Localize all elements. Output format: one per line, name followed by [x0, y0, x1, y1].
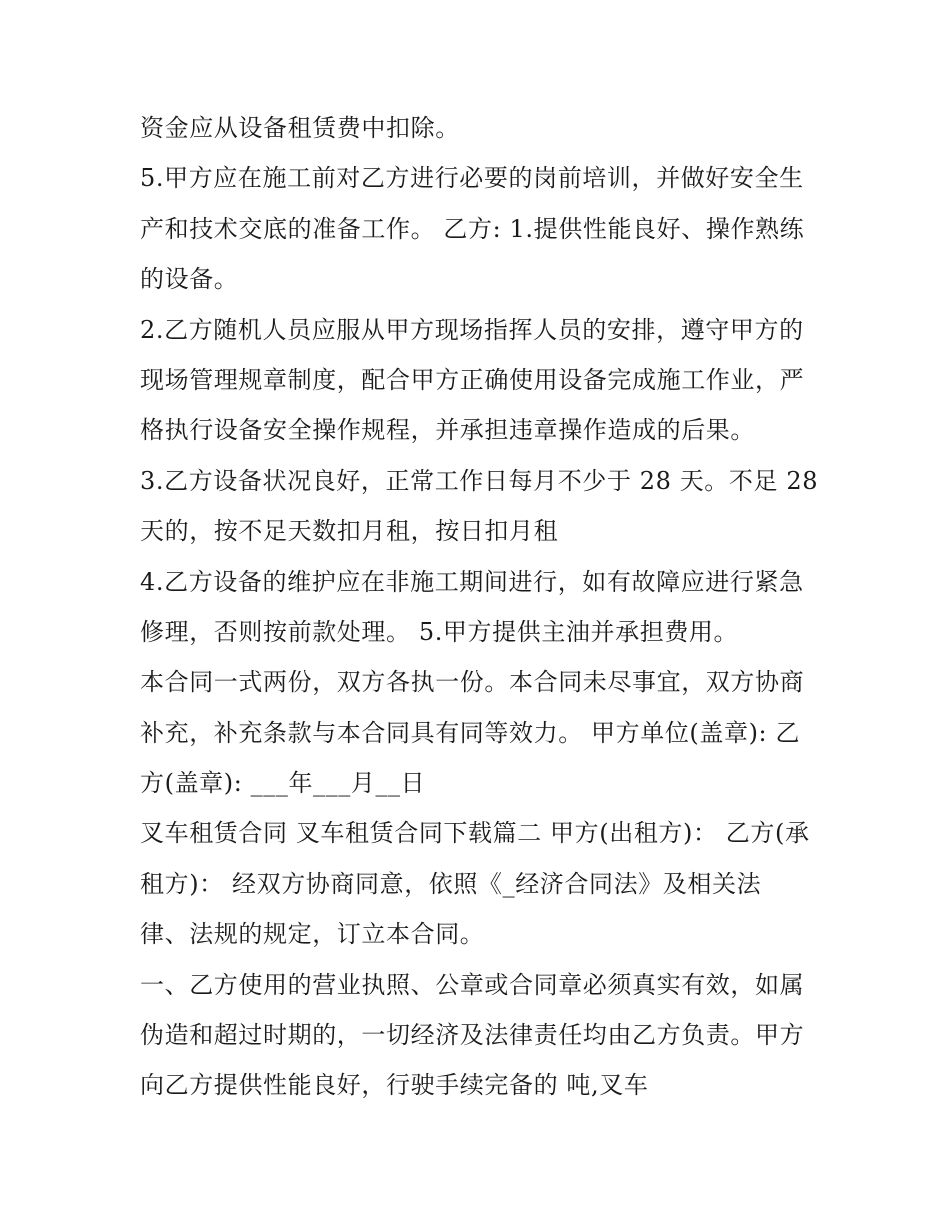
text-line: 修理，否则按前款处理。 5.甲方提供主油并承担费用。: [140, 617, 739, 646]
text-line: 资金应从设备租赁费中扣除。: [140, 114, 460, 142]
text-line: 3.乙方设备状况良好，正常工作日每月不少于 28 天。不足 28: [140, 466, 819, 495]
text-line: 向乙方提供性能良好，行驶手续完备的 吨,叉车: [140, 1071, 649, 1100]
text-line: 方(盖章): ___年___月__日: [140, 769, 426, 798]
text-line: 叉车租赁合同 叉车租赁合同下载篇二 甲方(出租方)： 乙方(承: [140, 819, 810, 848]
text-line: 的设备。: [140, 265, 239, 294]
text-line: 2.乙方随机人员应服从甲方现场指挥人员的安排，遵守甲方的: [140, 315, 804, 344]
text-line: 律、法规的规定，订立本合同。: [140, 920, 485, 949]
text-line: 补充，补充条款与本合同具有同等效力。 甲方单位(盖章): 乙: [140, 718, 801, 747]
text-line: 产和技术交底的准备工作。 乙方: 1.提供性能良好、操作熟练: [140, 214, 805, 243]
text-line: 5.甲方应在施工前对乙方进行必要的岗前培训，并做好安全生: [140, 164, 804, 193]
text-line: 本合同一式两份，双方各执一份。本合同未尽事宜，双方协商: [140, 668, 805, 697]
text-line: 伪造和超过时期的，一切经济及法律责任均由乙方负责。甲方: [140, 1021, 805, 1050]
text-line: 现场管理规章制度，配合甲方正确使用设备完成施工作业，严: [140, 365, 805, 394]
text-line: 天的，按不足天数扣月租，按日扣月租: [140, 517, 559, 546]
document-body: [140, 103, 820, 1111]
text-line: 4.乙方设备的维护应在非施工期间进行，如有故障应进行紧急: [140, 567, 804, 596]
text-line: 租方)： 经双方协商同意，依照《_经济合同法》及相关法: [140, 869, 762, 898]
text-line: 一、乙方使用的营业执照、公章或合同章必须真实有效，如属: [140, 970, 805, 999]
text-line: 格执行设备安全操作规程，并承担违章操作造成的后果。: [140, 416, 755, 445]
